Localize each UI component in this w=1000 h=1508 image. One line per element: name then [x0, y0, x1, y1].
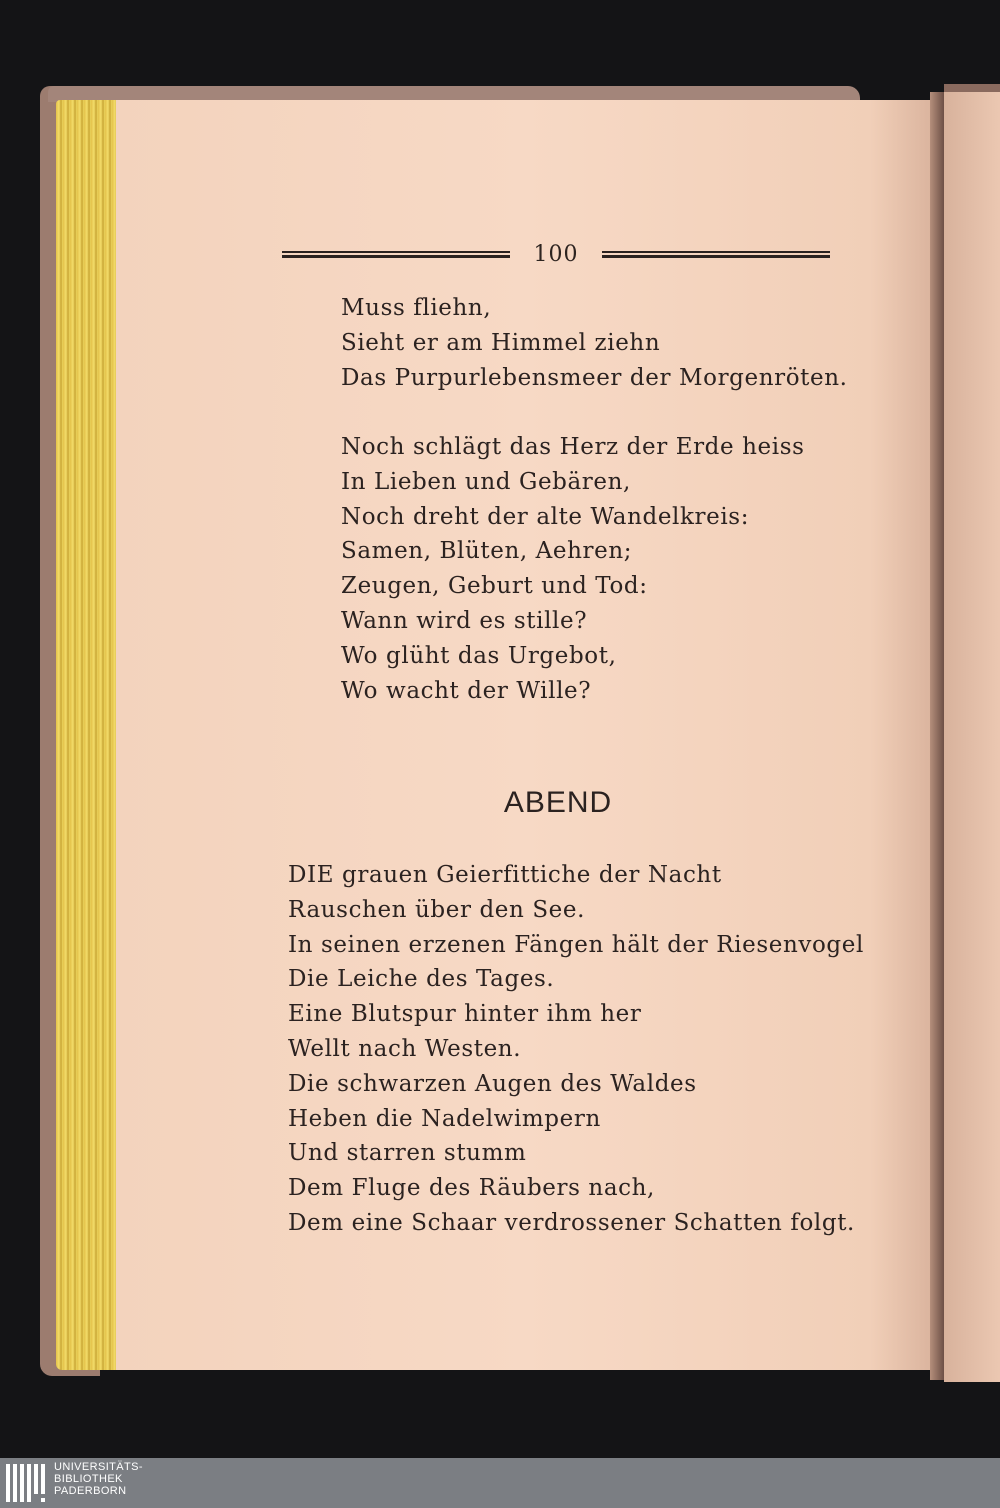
page-edges — [56, 100, 120, 1370]
poem-body — [288, 858, 864, 1241]
running-head — [282, 240, 830, 268]
poem-line: Rauschen über den See. — [288, 896, 586, 923]
library-name-line: UNIVERSITÄTS- — [54, 1461, 143, 1473]
stanza-2 — [341, 430, 805, 708]
page-number: 100 — [533, 241, 579, 267]
poem-line: Heben die Nadelwimpern — [288, 1105, 601, 1132]
poem-line: In Lieben und Gebären, — [341, 468, 631, 495]
poem-line: Eine Blutspur hinter ihm her — [288, 1001, 642, 1028]
poem-line: Wellt nach Westen. — [288, 1035, 522, 1062]
university-library-logo-icon — [4, 1460, 48, 1506]
stanza-1 — [341, 291, 848, 395]
poem-title: ABEND — [503, 786, 613, 819]
poem-line: Sieht er am Himmel ziehn — [341, 329, 661, 356]
poem-line: Die schwarzen Augen des Waldes — [288, 1070, 697, 1097]
library-name — [54, 1461, 143, 1497]
poem-line: Zeugen, Geburt und Tod: — [341, 573, 648, 600]
book-gutter — [930, 92, 944, 1380]
poem-line: In seinen erzenen Fängen hält der Riesenvogel — [288, 931, 864, 958]
poem-line: Noch dreht der alte Wandelkreis: — [341, 503, 750, 530]
library-footer — [0, 1458, 1000, 1508]
poem-line: Das Purpurlebensmeer der Morgenröten. — [341, 364, 848, 391]
poem-line: Und starren stumm — [288, 1140, 527, 1167]
poem-line: Muss fliehn, — [341, 295, 492, 321]
library-name-line: PADERBORN — [54, 1485, 127, 1497]
poem-line: Dem Fluge des Räubers nach, — [288, 1175, 655, 1202]
poem-line: Wo glüht das Urgebot, — [341, 642, 617, 669]
poem-line: DIE grauen Geierfittiche der Nacht — [288, 862, 722, 888]
poem-line: Noch schlägt das Herz der Erde heiss — [341, 434, 805, 460]
header-rule-right — [602, 250, 830, 258]
poem-line: Dem eine Schaar verdrossener Schatten folgt. — [288, 1209, 855, 1236]
poem-line: Wann wird es stille? — [341, 607, 588, 634]
next-page-edge — [944, 92, 1000, 1382]
poem-line: Die Leiche des Tages. — [288, 966, 555, 993]
poem-line: Samen, Blüten, Aehren; — [341, 538, 633, 565]
library-name-line: BIBLIOTHEK — [54, 1473, 123, 1485]
poem-line: Wo wacht der Wille? — [341, 677, 592, 704]
header-rule-left — [282, 250, 510, 258]
